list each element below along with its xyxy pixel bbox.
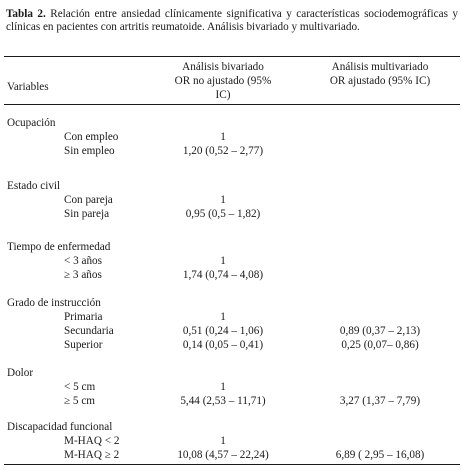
row-multivariate-value: 6,89 ( 2,95 – 16,08) (335, 449, 425, 461)
group-title-row (0, 296, 466, 310)
table-row (0, 254, 466, 268)
group-title: Ocupación (7, 117, 56, 129)
header-bivariate (155, 60, 291, 102)
header-multivariate-line2: OR ajustado (95% IC) (329, 75, 431, 87)
table-row (0, 380, 466, 394)
row-bivariate-value: 1 (220, 194, 226, 206)
table-row (0, 448, 466, 462)
group-title-row (0, 116, 466, 130)
row-label: M-HAQ ≥ 2 (64, 449, 120, 461)
group-title-row (0, 179, 466, 193)
row-bivariate-value: 0,14 (0,05 – 0,41) (182, 339, 264, 351)
table-row (0, 434, 466, 448)
row-bivariate-value: 0,51 (0,24 – 1,06) (182, 325, 264, 337)
group-title-row (0, 420, 466, 434)
row-label: ≥ 3 años (64, 269, 102, 281)
table-row (0, 193, 466, 207)
row-label: Sin empleo (64, 145, 115, 157)
table-bottom-rule (4, 464, 460, 465)
row-label: Superior (64, 339, 103, 351)
row-bivariate-value: 1 (220, 131, 226, 143)
row-bivariate-value: 5,44 (2,53 – 11,71) (180, 395, 266, 407)
group-title-row (0, 240, 466, 254)
header-bivariate-line1: Análisis bivariado (182, 61, 264, 73)
header-top-rule (4, 56, 460, 57)
row-bivariate-value: 1,74 (0,74 – 4,08) (182, 269, 264, 281)
row-label: < 3 años (64, 255, 103, 267)
header-multivariate (300, 60, 460, 88)
group-title: Grado de instrucción (7, 297, 101, 309)
table-row (0, 144, 466, 158)
row-label: Secundaria (64, 325, 114, 337)
row-bivariate-value: 1 (220, 381, 226, 393)
row-label: Con pareja (64, 194, 113, 206)
table-row (0, 207, 466, 221)
row-label: Con empleo (64, 131, 119, 143)
table-row (0, 324, 466, 338)
row-bivariate-value: 10,08 (4,57 – 22,24) (177, 449, 269, 461)
caption-text: Relación entre ansiedad clínicamente significativa y características sociodemográficas y clínicas en pacientes con artritis reumatoide. Análisis bivariado y multivariado. (6, 8, 458, 34)
row-multivariate-value: 0,25 (0,07– 0,86) (341, 339, 419, 351)
header-multivariate-line1: Análisis multivariado (331, 61, 429, 73)
row-label: M-HAQ < 2 (64, 435, 120, 447)
row-multivariate-value: 3,27 (1,37 – 7,79) (339, 395, 421, 407)
group-title-row (0, 366, 466, 380)
table-row (0, 310, 466, 324)
row-label: < 5 cm (64, 381, 96, 393)
row-bivariate-value: 1 (220, 435, 226, 447)
row-bivariate-value: 1 (220, 255, 226, 267)
table-row (0, 130, 466, 144)
header-variables: Variables (7, 81, 49, 93)
row-multivariate-value: 0,89 (0,37 – 2,13) (339, 325, 421, 337)
row-bivariate-value: 0,95 (0,5 – 1,82) (185, 208, 261, 220)
group-title: Tiempo de enfermedad (7, 241, 111, 253)
header-bivariate-line3: IC) (215, 89, 231, 101)
caption-label: Tabla 2. (6, 8, 46, 20)
group-title: Discapacidad funcional (7, 421, 113, 433)
row-bivariate-value: 1 (220, 311, 226, 323)
header-bottom-rule (4, 104, 460, 105)
row-label: ≥ 5 cm (64, 395, 95, 407)
header-bivariate-line2: OR no ajustado (95% (174, 75, 272, 87)
table-row (0, 394, 466, 408)
row-label: Primaria (64, 311, 103, 323)
row-label: Sin pareja (64, 208, 110, 220)
group-title: Dolor (7, 367, 34, 379)
row-bivariate-value: 1,20 (0,52 – 2,77) (182, 145, 264, 157)
table-caption (6, 8, 458, 35)
table-row (0, 338, 466, 352)
group-title: Estado civil (7, 180, 61, 192)
table-row (0, 268, 466, 282)
